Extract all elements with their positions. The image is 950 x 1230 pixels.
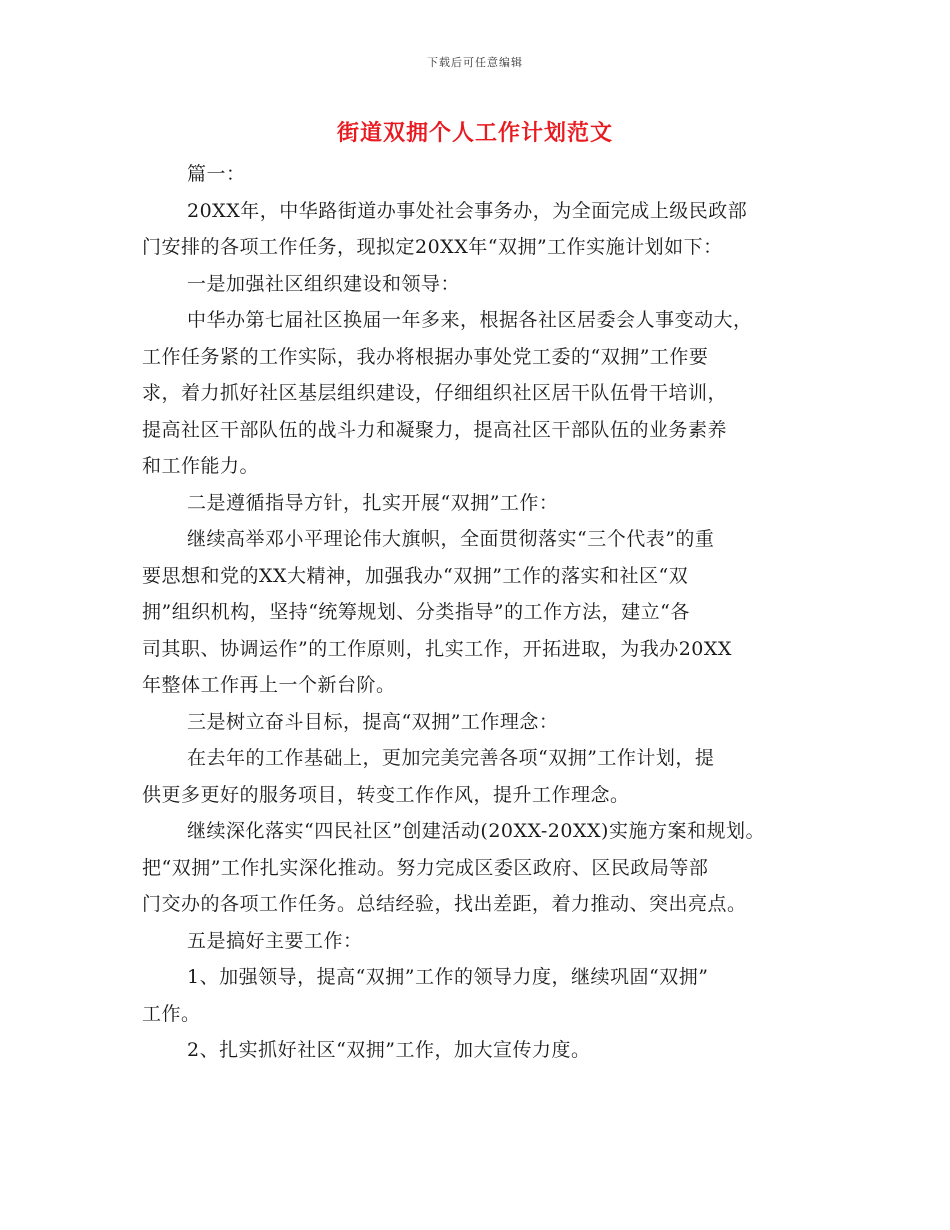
- body-line: 篇一：: [187, 163, 246, 185]
- body-line: 2、扎实抓好社区“双拥”工作，加大宣传力度。: [187, 1039, 591, 1061]
- body-line: 1、加强领导，提高“双拥”工作的领导力度，继续巩固“双拥”: [187, 966, 709, 988]
- body-line: 20XX年，中华路街道办事处社会事务办，为全面完成上级民政部: [187, 199, 748, 222]
- body-line: 二是遵循指导方针，扎实开展“双拥”工作：: [187, 491, 559, 514]
- document-title: 街道双拥个人工作计划范文: [336, 120, 613, 146]
- body-line: 继续深化落实“四民社区”创建活动(20XX-20XX)实施方案和规划。: [187, 820, 765, 842]
- body-line: 继续高举邓小平理论伟大旗帜，全面贯彻落实“三个代表”的重: [187, 528, 715, 550]
- body-line: 门交办的各项工作任务。总结经验，找出差距，着力推动、突出亮点。: [142, 893, 747, 915]
- body-line: 工作。: [142, 1002, 201, 1025]
- body-line: 五是搞好主要工作：: [187, 929, 363, 952]
- body-line: 要思想和党的XX大精神，加强我办“双拥”工作的落实和社区“双: [142, 564, 689, 587]
- body-line: 年整体工作再上一个新台阶。: [142, 674, 396, 696]
- body-line: 中华办第七届社区换届一年多来，根据各社区居委会人事变动大，: [187, 309, 753, 331]
- body-line: 门安排的各项工作任务，现拟定20XX年“双拥”工作实施计划如下：: [142, 236, 723, 258]
- body-line: 一是加强社区组织建设和领导：: [187, 272, 461, 295]
- body-line: 供更多更好的服务项目，转变工作作风，提升工作理念。: [142, 783, 630, 806]
- body-line: 把“双拥”工作扎实深化推动。努力完成区委区政府、区民政局等部: [142, 856, 709, 879]
- body-line: 和工作能力。: [142, 455, 260, 477]
- body-line: 工作任务紧的工作实际，我办将根据办事处党工委的“双拥”工作要: [142, 345, 709, 368]
- body-line: 拥”组织机构，坚持“统筹规划、分类指导”的工作方法，建立“各: [142, 601, 690, 623]
- body-line: 提高社区干部队伍的战斗力和凝聚力，提高社区干部队伍的业务素养: [142, 418, 728, 441]
- page-header-note: 下载后可任意编辑: [427, 56, 523, 69]
- body-line: 在去年的工作基础上，更加完美完善各项“双拥”工作计划，提: [187, 747, 715, 769]
- document-body: [142, 156, 832, 1069]
- body-line: 求，着力抓好社区基层组织建设，仔细组织社区居干队伍骨干培训，: [142, 382, 728, 404]
- body-line: 三是树立奋斗目标，提高“双拥”工作理念：: [187, 710, 559, 733]
- body-line: 司其职、协调运作”的工作原则，扎实工作，开拓进取，为我办20XX: [142, 637, 732, 660]
